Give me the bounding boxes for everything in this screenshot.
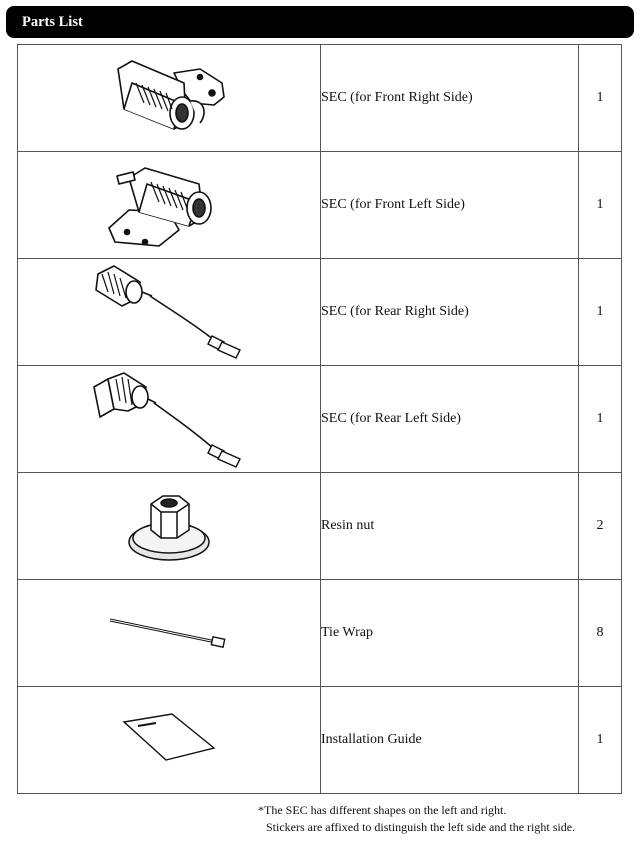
- table-row: [18, 687, 622, 794]
- sec-front-left-icon: [99, 158, 239, 253]
- part-quantity: 1: [579, 152, 622, 259]
- footnote-line: Stickers are affixed to distinguish the left side and the right side.: [266, 820, 576, 834]
- footnote-line: *The SEC has different shapes on the left and right.: [258, 803, 507, 817]
- table-row: [18, 366, 622, 473]
- part-quantity: 8: [579, 580, 622, 687]
- part-name: SEC (for Front Right Side): [321, 45, 579, 152]
- installation-guide-icon: [114, 710, 224, 770]
- parts-table: [17, 44, 622, 794]
- part-name: SEC (for Rear Right Side): [321, 259, 579, 366]
- table-row: [18, 152, 622, 259]
- part-quantity: 1: [579, 45, 622, 152]
- parts-list-header: [6, 6, 634, 38]
- part-quantity: 1: [579, 366, 622, 473]
- table-row: [18, 45, 622, 152]
- part-quantity: 1: [579, 687, 622, 794]
- table-row: [18, 259, 622, 366]
- part-name: Resin nut: [321, 473, 579, 580]
- part-quantity: 1: [579, 259, 622, 366]
- tie-wrap-icon: [104, 608, 234, 658]
- table-row: [18, 580, 622, 687]
- footnote: [258, 802, 575, 836]
- table-row: [18, 473, 622, 580]
- part-name: Installation Guide: [321, 687, 579, 794]
- part-name: SEC (for Front Left Side): [321, 152, 579, 259]
- resin-nut-icon: [119, 486, 219, 566]
- sec-rear-right-icon: [84, 262, 254, 362]
- sec-rear-left-icon: [84, 369, 254, 469]
- page-title: Parts List: [22, 13, 83, 30]
- part-quantity: 2: [579, 473, 622, 580]
- part-name: SEC (for Rear Left Side): [321, 366, 579, 473]
- sec-front-right-icon: [104, 53, 234, 143]
- part-name: Tie Wrap: [321, 580, 579, 687]
